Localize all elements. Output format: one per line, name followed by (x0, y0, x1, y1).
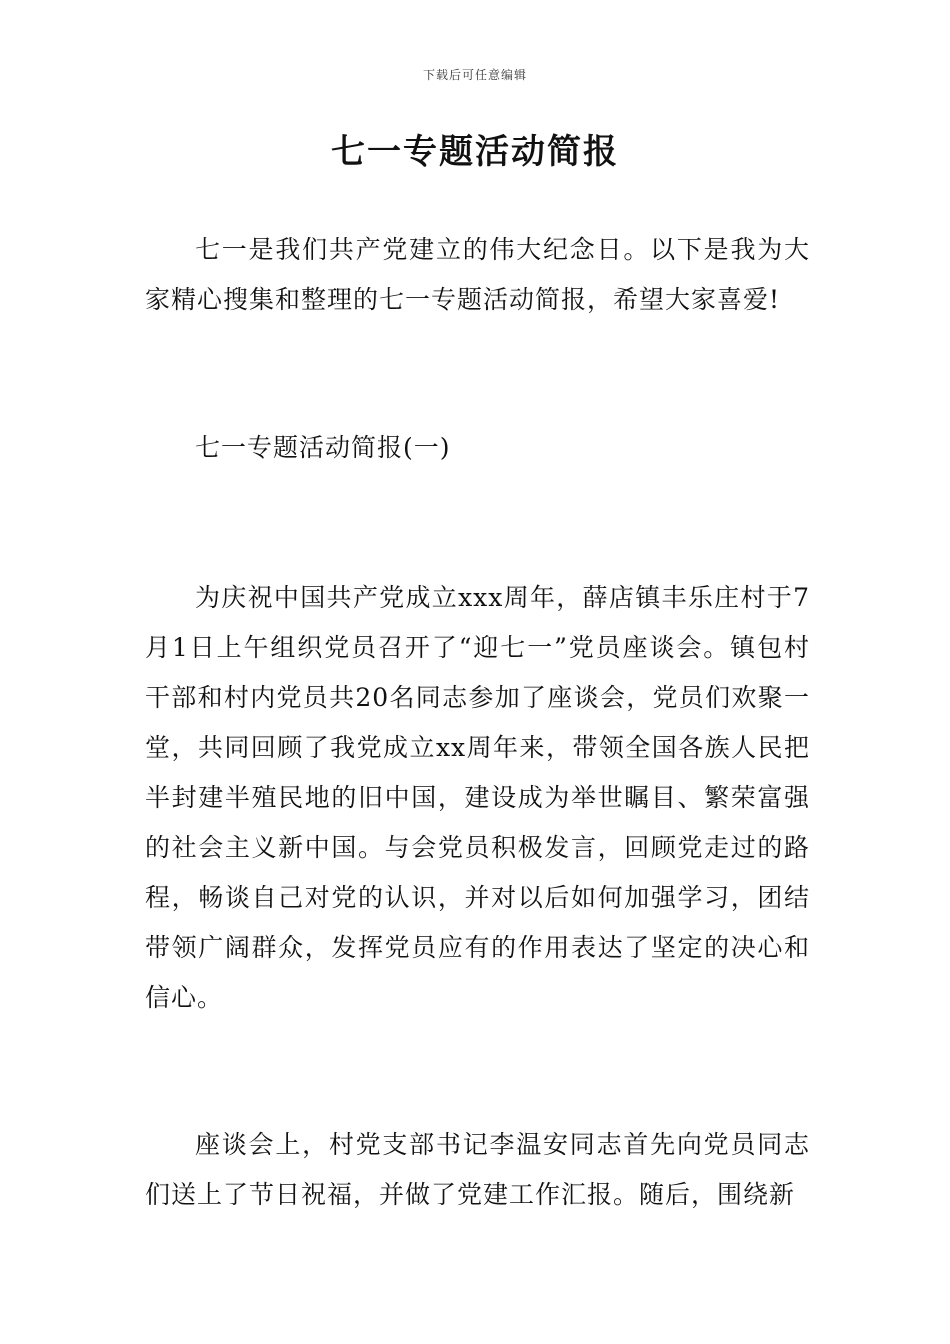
header-note: 下载后可任意编辑 (422, 68, 527, 82)
intro-paragraph: 七一是我们共产党建立的伟大纪念日。以下是我为大家精心搜集和整理的七一专题活动简报，希望大家喜爱! (145, 235, 810, 314)
body-paragraph-2: 座谈会上，村党支部书记李温安同志首先向党员同志们送上了节日祝福，并做了党建工作汇报。随后，围绕新 (145, 1130, 810, 1209)
document-title: 七一专题活动简报 (331, 132, 619, 172)
section-subtitle: 七一专题活动简报(一) (195, 433, 451, 462)
body-paragraph-1: 为庆祝中国共产党成立xxx周年，薛店镇丰乐庄村于7月1日上午组织党员召开了“迎七一”党员座谈会。镇包村干部和村内党员共20名同志参加了座谈会，党员们欢聚一堂，共同回顾了我党成立xx周年来，带领全国各族人民把半封建半殖民地的旧中国，建设成为举世瞩目、繁荣富强的社会主义新中国。与会党员积极发言，回顾党走过的路程，畅谈自己对党的认识，并对以后如何加强学习，团结带领广阔群众，发挥党员应有的作用表达了坚定的决心和信心。 (145, 583, 810, 1012)
